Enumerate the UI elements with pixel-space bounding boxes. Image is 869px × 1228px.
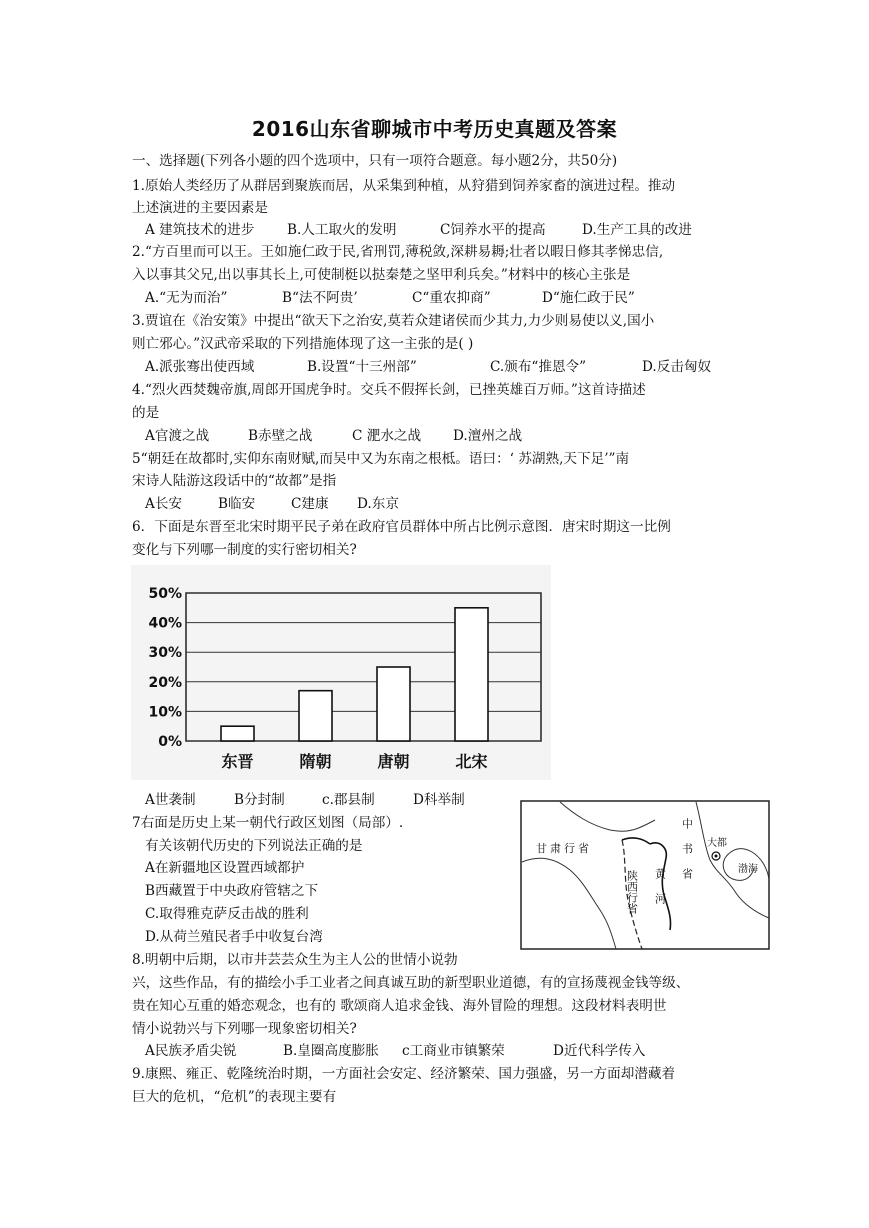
q4-option-a: A官渡之战	[145, 428, 210, 444]
map-label-dadu: 大都	[707, 838, 727, 849]
q5-option-a: A长安	[145, 496, 183, 512]
map-label-bohai: 渤海	[738, 864, 758, 875]
question-1-line-2: 上述演进的主要因素是	[132, 200, 268, 216]
q5-option-c: C建康	[291, 496, 329, 512]
chart-bar	[299, 691, 332, 741]
map-label-zhongshu: 中书省	[680, 818, 694, 893]
chart-y-tick-label: 50%	[148, 586, 182, 602]
question-2-line-1: 2.“方百里而可以王。王如施仁政于民,省刑罚,薄税敛,深耕易耨;壮者以暇日修其孝悌忠信,	[132, 244, 664, 260]
chart-bar	[455, 608, 488, 741]
question-9-line-2: 巨大的危机，“危机”的表现主要有	[132, 1089, 337, 1105]
question-1-line-1: 1.原始人类经历了从群居到聚族而居，从采集到种植，从狩猎到饲养家畜的演进过程。推动	[132, 178, 676, 194]
map-label-gansu: 甘肃行省	[536, 842, 592, 855]
q6-option-b: B分封制	[234, 792, 285, 808]
q4-option-d: D.澶州之战	[453, 428, 523, 444]
question-8-line-2: 兴，这些作品，有的描绘小手工业者之间真诚互助的新型职业道德，有的宣扬蔑视金钱等级、	[132, 975, 690, 991]
q2-option-b: B“法不阿贵’	[282, 290, 358, 306]
section-header: 一、选择题(下列各小题的四个选项中，只有一项符合题意。每小题2分，共50分)	[132, 153, 618, 169]
question-4-line-2: 的是	[132, 405, 160, 421]
q3-option-a: A.派张骞出使西域	[145, 359, 255, 375]
question-7-line-2: 有关该朝代历史的下列说法正确的是	[145, 838, 363, 854]
q1-option-d: D.生产工具的改进	[582, 222, 692, 238]
question-7-line-1: 7右面是历史上某一朝代行政区划图（局部）.	[132, 815, 404, 831]
q3-option-b: B.设置“十三州部”	[307, 359, 417, 375]
chart-y-tick-label: 30%	[148, 645, 182, 662]
q2-option-c: C“重农抑商”	[412, 290, 491, 306]
map-svg	[520, 800, 770, 950]
question-9-line-1: 9.康熙、雍正、乾隆统治时期，一方面社会安定、经济繁荣、国力强盛，另一方面却潜藏着	[132, 1066, 676, 1082]
q6-option-c: c.郡县制	[322, 792, 375, 808]
svg-text:陕西行省: 陕西行省	[625, 870, 639, 914]
question-8-line-3: 贵在知心互重的婚恋观念，也有的 歌颂商人追求金钱、海外冒险的理想。这段材料表明世	[132, 998, 667, 1014]
administrative-map	[520, 800, 770, 950]
q4-option-c: C 淝水之战	[352, 428, 422, 444]
map-label-shaanxi	[626, 869, 639, 914]
question-8-line-1: 8.明朝中后期，以市井芸芸众生为主人公的世情小说勃	[132, 952, 458, 968]
bar-chart	[131, 565, 551, 780]
q8-option-d: D近代科学传入	[553, 1043, 646, 1059]
q1-option-a: A 建筑技术的进步	[145, 222, 255, 238]
chart-x-tick-label: 隋朝	[299, 752, 332, 771]
question-5-line-1: 5“朝廷在故都时,实仰东南财赋,而吴中又为东南之根柢。语曰：‘ 苏湖熟,天下足’”南	[132, 451, 630, 467]
capital-marker-icon	[715, 855, 718, 858]
q5-option-b: B临安	[218, 496, 256, 512]
chart-x-tick-label: 北宋	[455, 752, 488, 771]
q3-option-c: C.颁布“推恩令”	[490, 359, 587, 375]
chart-y-tick-label: 20%	[148, 674, 182, 691]
q4-option-b: B赤壁之战	[248, 428, 313, 444]
map-label-huanghe: 黄河	[653, 868, 667, 918]
chart-y-tick-label: 0%	[158, 734, 182, 750]
question-3-line-1: 3.贾谊在《治安策》中提出“欲天下之治安,莫若众建诸侯而少其力,力少则易使以义,国小	[132, 313, 655, 329]
q7-option-d: D.从荷兰殖民者手中收复台湾	[145, 929, 323, 945]
q1-option-c: C饲养水平的提高	[440, 222, 546, 238]
question-6-line-1: 6．下面是东晋至北宋时期平民子弟在政府官员群体中所占比例示意图．唐宋时期这一比例	[132, 519, 671, 535]
q7-option-b: B西藏置于中央政府管辖之下	[145, 883, 319, 899]
chart-x-tick-label: 东晋	[221, 752, 254, 771]
q8-option-a: A民族矛盾尖锐	[145, 1043, 237, 1059]
question-5-line-2: 宋诗人陆游这段话中的“故都”是指	[132, 473, 337, 489]
map-frame	[521, 801, 769, 949]
q2-option-a: A.“无为而治”	[145, 290, 228, 306]
question-6-line-2: 变化与下列哪一制度的实行密切相关?	[132, 542, 357, 558]
chart-x-tick-label: 唐朝	[377, 752, 410, 771]
page-title: 2016山东省聊城市中考历史真题及答案	[251, 117, 618, 141]
q7-option-c: C.取得雅克萨反击战的胜利	[145, 906, 309, 922]
chart-bar	[221, 726, 254, 741]
q8-option-c: c工商业市镇繁荣	[402, 1043, 505, 1059]
question-3-line-2: 则亡邪心。”汉武帝采取的下列措施体现了这一主张的是( )	[132, 336, 474, 352]
bar-chart-svg	[131, 565, 551, 780]
question-8-line-4: 情小说勃兴与下列哪一现象密切相关?	[132, 1021, 357, 1037]
chart-bar	[377, 667, 410, 741]
q7-option-a: A在新疆地区设置西域都护	[145, 860, 305, 876]
q8-option-b: B.皇圈高度膨胀	[283, 1043, 379, 1059]
chart-y-tick-label: 10%	[148, 704, 182, 721]
question-2-line-2: 入以事其父兄,出以事其长上,可使制梃以挞秦楚之坚甲利兵矣。”材料中的核心主张是	[132, 267, 631, 283]
chart-y-tick-label: 40%	[148, 615, 182, 632]
q5-option-d: D.东京	[357, 496, 399, 512]
q1-option-b: B.人工取火的发明	[287, 222, 397, 238]
q6-option-a: A世袭制	[145, 792, 196, 808]
question-4-line-1: 4.“烈火西焚魏帝旗,周郎开国虎争时。交兵不假挥长剑，已挫英雄百万师。”这首诗描述	[132, 382, 646, 398]
q2-option-d: D“施仁政于民”	[542, 290, 635, 306]
q3-option-d: D.反击匈奴	[642, 359, 712, 375]
q6-option-d: D科举制	[413, 792, 465, 808]
